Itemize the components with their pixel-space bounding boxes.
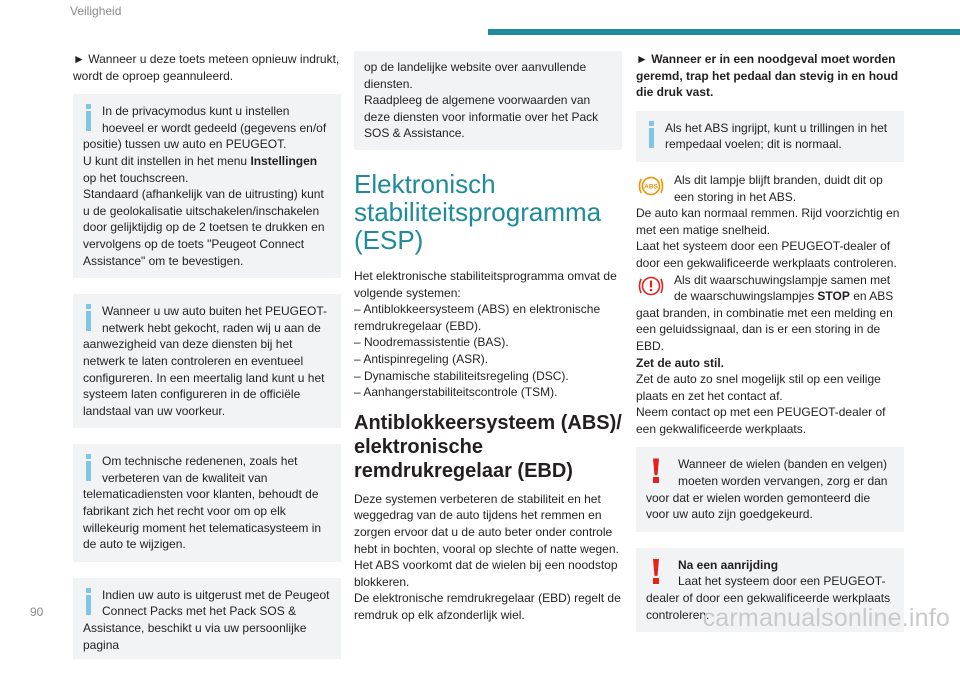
warning-icon — [648, 456, 666, 483]
technical-text: Om technische redenenen, zoals het verbeteren van de kwaliteit van telematicadiensten voor klanten, behoudt de fabrikant zich het recht voor om op elk willekeurig moment het telematicasysteem in de auto te wijzigen. — [83, 454, 322, 552]
esp-intro: Het elektronische stabiliteitsprogramma omvat de volgende systemen: — [354, 268, 617, 300]
stop-car-text: Zet de auto zo snel mogelijk stil op een veilige plaats en zet het contact af. — [636, 372, 881, 403]
collision-text: Laat het systeem door een PEUGEOT-dealer of door een gekwalificeerde werkplaats controleren. — [646, 574, 891, 622]
ebd-paragraph: De elektronische remdrukregelaar (EBD) regelt de remdruk op elk afzonderlijk wiel. — [354, 591, 621, 622]
section-header: Veiligheid — [70, 4, 122, 18]
stop-car-heading: Zet de auto stil. — [636, 355, 725, 370]
brake-warning-lamp-icon — [636, 272, 666, 300]
abs-warning-lamp-icon — [636, 172, 666, 200]
warning-box-wheels — [636, 447, 904, 531]
abs-lamp-block — [636, 172, 904, 272]
list-item: – Aanhangerstabiliteitscontrole (TSM). — [354, 385, 558, 400]
warning-icon — [648, 557, 666, 584]
connect-packs-text: Indien uw auto is uitgerust met de Peugeot Connect Packs met het Pack SOS & Assistance, beschikt u via uw persoonlijke pagina — [83, 587, 330, 652]
info-box-connect-packs-continued — [354, 51, 622, 150]
list-item: – Dynamische stabiliteitsregeling (DSC). — [354, 368, 569, 383]
list-item: – Antispinregeling (ASR). — [354, 351, 489, 366]
stop-lamp-label: STOP — [817, 289, 850, 304]
contact-dealer-text: Neem contact op met een PEUGEOT-dealer of een gekwalificeerde werkplaats. — [636, 405, 886, 436]
abs-heading: Antiblokkeersysteem (ABS)/ elektronische remdrukregelaar (EBD) — [354, 411, 622, 482]
column-2 — [354, 51, 622, 623]
abs-lamp-text: Als dit lampje blijft branden, duidt dit op een storing in het ABS. — [674, 172, 883, 204]
collision-heading: Na een aanrijding — [678, 557, 779, 572]
emergency-brake-paragraph: ► Wanneer er in een noodgeval moet worden geremd, trap het pedaal dan stevig in en houd die druk vast. — [636, 52, 899, 100]
header-accent-bar — [488, 29, 960, 35]
dealer-check-text: Laat het systeem door een PEUGEOT-dealer of door een gekwalificeerde werkplaats controleren. — [636, 239, 897, 270]
abs-vibration-text: Als het ABS ingrijpt, kunt u trillingen in het rempedaal voelen; dit is normaal. — [665, 120, 888, 152]
column-3 — [636, 51, 904, 648]
esp-heading: Elektronisch stabiliteitsprogramma (ESP) — [354, 168, 602, 255]
watermark: carmanualsonline.info — [702, 604, 950, 632]
network-text: Wanneer u uw auto buiten het PEUGEOT-netwerk hebt gekocht, raden wij u aan de aanwezigheid van deze diensten bij het netwerk te laten controleren en eventueel configureren. In een meertalig land kunt u het systeem laten configureren in de officiële landstaal van uw voorkeur. — [83, 304, 328, 418]
esp-system-list — [354, 301, 622, 401]
info-box-abs-vibration — [636, 111, 904, 162]
abs-wheel-lock-paragraph: Het ABS voorkomt dat de wielen bij een noodstop blokkeren. — [354, 558, 618, 589]
settings-text-c: op het touchscreen. — [83, 170, 189, 185]
info-icon — [83, 588, 95, 615]
brake-lamp-text-c: en ABS gaat branden, in combinatie met een melding en een geluidssignaal, dan is er een storing in de EBD. — [636, 289, 894, 353]
normal-braking-text: De auto kan normaal remmen. Rijd voorzichtig en met een matige snelheid. — [636, 206, 900, 237]
website-text: op de landelijke website over aanvullende diensten. — [364, 60, 587, 91]
info-icon — [646, 121, 658, 148]
settings-text-a: U kunt dit instellen in het menu — [83, 153, 251, 168]
cancel-call-paragraph: ► Wanneer u deze toets meteen opnieuw indrukt, wordt de oproep geannuleerd. — [73, 52, 340, 83]
column-1 — [73, 51, 341, 675]
brake-lamp-block — [636, 272, 904, 438]
geolocation-text: Standaard (afhankelijk van de uitrusting) kunt u de geolokalisatie uitschakelen/inschakelen door gelijktijdig op de 2 toetsen te drukken en vervolgens op de toets "Peugeot Connect Assistance" om te bevestigen. — [83, 187, 325, 268]
list-item: – Noodremassistentie (BAS). — [354, 335, 509, 350]
page-number: 90 — [30, 605, 44, 619]
terms-text: Raadpleeg de algemene voorwaarden van deze diensten voor informatie over het Pack SOS & Assistance. — [364, 93, 599, 141]
settings-menu-name: Instellingen — [250, 153, 318, 168]
info-box-network — [73, 294, 341, 428]
wheels-warning-text: Wanneer de wielen (banden en velgen) moeten worden vervangen, zorg er dan voor dat er wielen worden gemonteerd die voor uw auto zijn goedgekeurd. — [646, 457, 888, 522]
info-icon — [83, 304, 95, 331]
brake-lamp-text-a: Als dit waarschuwingslampje samen met de waarschuwingslampjes — [674, 272, 891, 304]
privacy-text: In de privacymodus kunt u instellen hoeveel er wordt gedeeld (gegevens en/of positie) tussen uw auto en PEUGEOT. — [83, 104, 327, 152]
svg-text:ABS: ABS — [644, 183, 658, 191]
abs-paragraph: Deze systemen verbeteren de stabiliteit en het weggedrag van de auto tijdens het remmen en zorgen ervoor dat u de auto beter onder controle hebt in bochten, vooral op slechte of natte wegen. — [354, 491, 619, 556]
info-box-technical — [73, 444, 341, 562]
info-box-connect-packs — [73, 578, 341, 659]
list-item: – Antiblokkeersysteem (ABS) en elektronische remdrukregelaar (EBD). — [354, 302, 601, 333]
info-icon — [83, 454, 95, 481]
info-box-privacy — [73, 94, 341, 278]
info-icon — [83, 104, 95, 131]
